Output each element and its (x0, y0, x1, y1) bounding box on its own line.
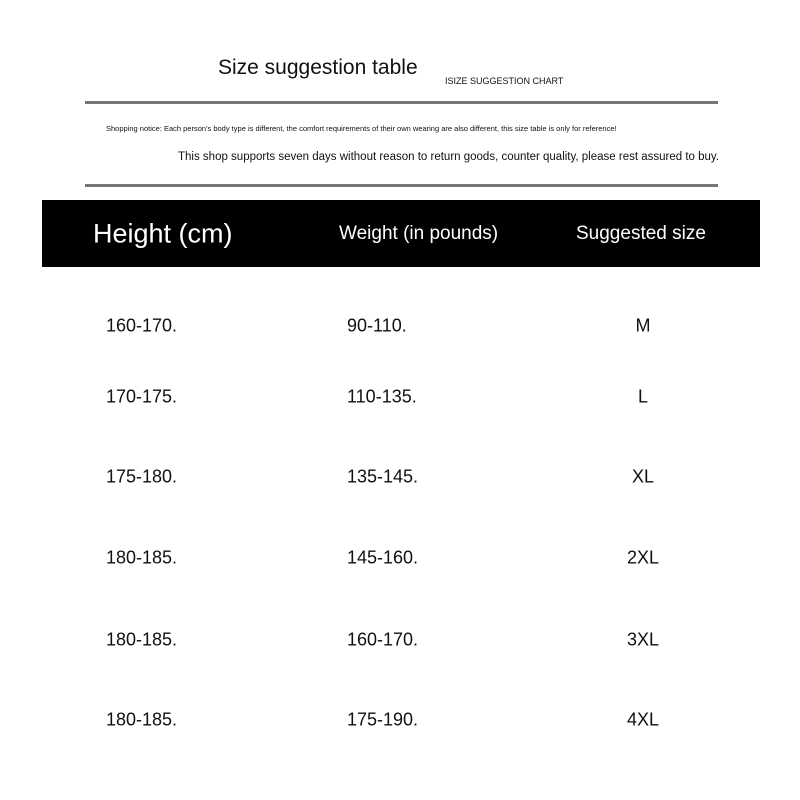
cell-height: 170-175. (106, 386, 178, 407)
table-header (42, 200, 760, 267)
divider (85, 184, 718, 187)
shopping-notice: Shopping notice: Each person's body type is different, the comfort requirements of their own wearing are also different, this size table is only for reference! (106, 124, 617, 133)
cell-height: 160-170. (106, 315, 178, 336)
return-policy: This shop supports seven days without reason to return goods, counter quality, please rest assured to buy. (178, 151, 720, 163)
cell-weight: 160-170. (347, 629, 419, 650)
cell-weight: 145-160. (347, 547, 419, 568)
subtitle: ISIZE SUGGESTION CHART (445, 76, 564, 86)
cell-weight: 135-145. (347, 466, 419, 487)
cell-height: 175-180. (106, 466, 178, 487)
cell-height: 180-185. (106, 629, 178, 650)
header-size: Suggested size (576, 222, 706, 244)
cell-height: 180-185. (106, 709, 178, 730)
cell-size: L (637, 386, 649, 407)
cell-weight: 175-190. (347, 709, 419, 730)
cell-size: 2XL (626, 547, 660, 568)
header-weight: Weight (in pounds) (339, 222, 499, 244)
cell-size: 4XL (626, 709, 660, 730)
header-height: Height (cm) (93, 218, 233, 248)
cell-weight: 90-110. (347, 315, 407, 336)
cell-size: XL (631, 466, 655, 487)
cell-size: 3XL (626, 629, 660, 650)
divider (85, 101, 718, 104)
cell-height: 180-185. (106, 547, 178, 568)
cell-size: M (635, 315, 651, 336)
cell-weight: 110-135. (347, 386, 417, 407)
page-title: Size suggestion table (218, 56, 418, 79)
